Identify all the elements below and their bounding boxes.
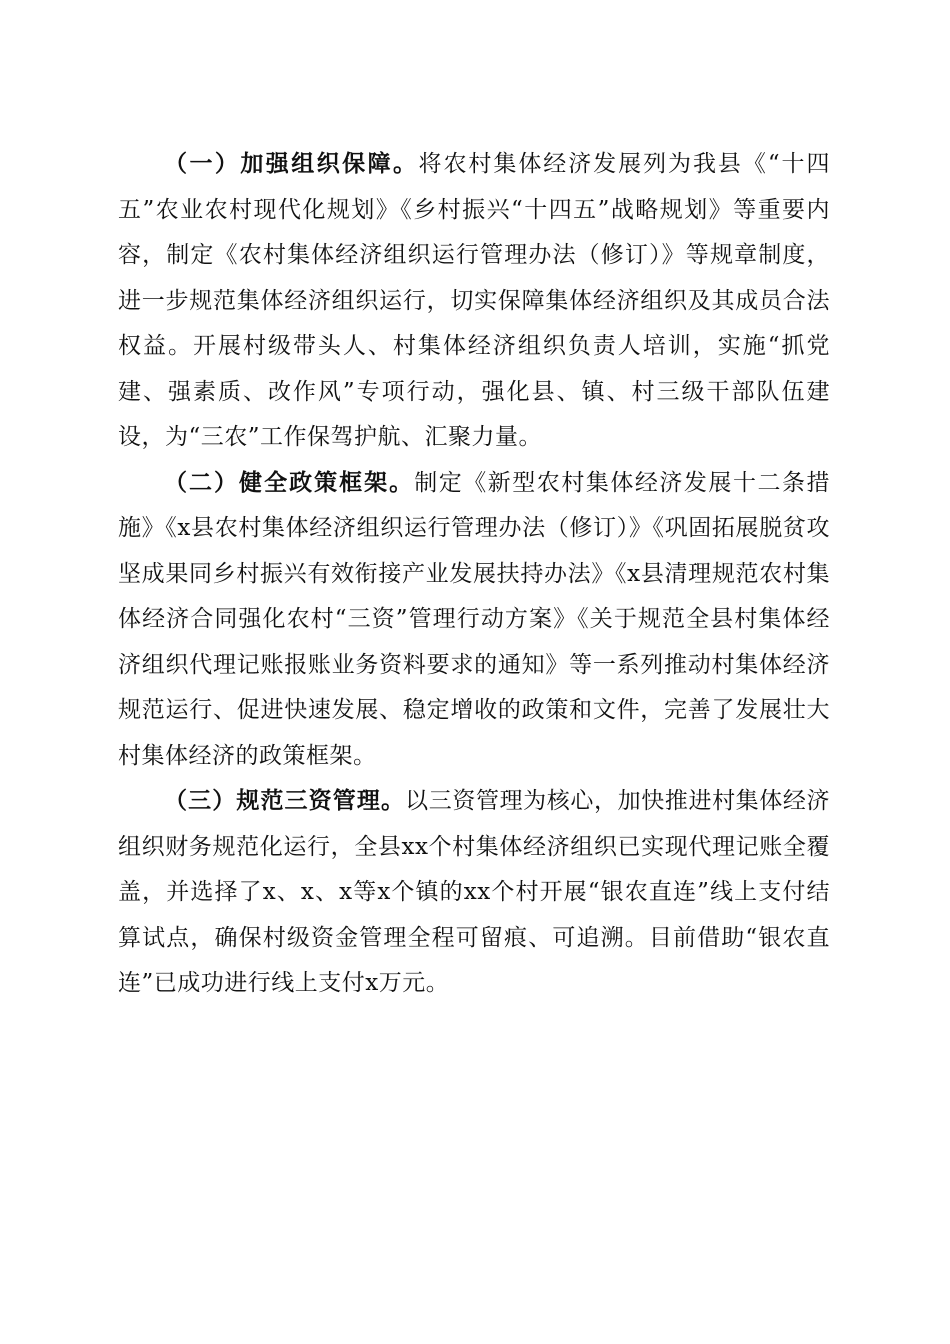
paragraph-three-assets-management xyxy=(118,779,830,1007)
document-body xyxy=(118,142,830,1007)
paragraph-heading: （三）规范三资管理。 xyxy=(164,788,406,814)
paragraph-heading: （一）加强组织保障。 xyxy=(164,151,419,177)
paragraph-organization-guarantee xyxy=(118,142,830,461)
paragraph-text: 将农村集体经济发展列为我县《“十四五”农业农村现代化规划》《乡村振兴“十四五”战略规划》等重要内容，制定《农村集体经济组织运行管理办法（修订）》等规章制度，进一步规范集体经济组织运行，切实保障集体经济组织及其成员合法权益。开展村级带头人、村集体经济组织负责人培训，实施“抓党建、强素质、改作风”专项行动，强化县、镇、村三级干部队伍建设，为“三农”工作保驾护航、汇聚力量。 xyxy=(118,151,830,450)
paragraph-policy-framework xyxy=(118,461,830,780)
paragraph-heading: （二）健全政策框架。 xyxy=(164,469,415,496)
paragraph-text: 以三资管理为核心，加快推进村集体经济组织财务规范化运行，全县xx个村集体经济组织已实现代理记账全覆盖，并选择了x、x、x等x个镇的xx个村开展“银农直连”线上支付结算试点，确保村级资金管理全程可留痕、可追溯。目前借助“银农直连”已成功进行线上支付x万元。 xyxy=(118,788,831,996)
paragraph-text: 制定《新型农村集体经济发展十二条措施》《x县农村集体经济组织运行管理办法（修订）》《巩固拓展脱贫攻坚成果同乡村振兴有效衔接产业发展扶持办法》《x县清理规范农村集体经济合同强化农村“三资”管理行动方案》《关于规范全县村集体经济组织代理记账报账业务资料要求的通知》等一系列推动村集体经济规范运行、促进快速发展、稳定增收的政策和文件，完善了发展壮大村集体经济的政策框架。 xyxy=(118,469,831,769)
